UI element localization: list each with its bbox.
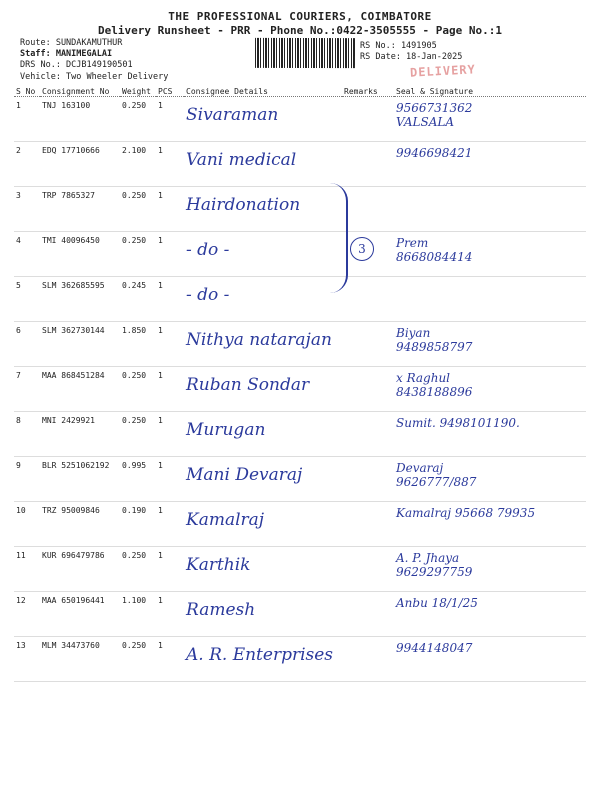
row-weight: 0.250 <box>120 232 156 277</box>
signature-phone: 9629297759 <box>396 565 473 579</box>
row-pcs: 1 <box>156 547 184 592</box>
row-weight: 0.250 <box>120 97 156 142</box>
row-consignment: EDQ 17710666 <box>40 142 120 187</box>
row-signature <box>394 637 586 682</box>
row-pcs: 1 <box>156 232 184 277</box>
row-consignment: MLM 34473760 <box>40 637 120 682</box>
row-sno: 4 <box>14 232 40 277</box>
col-weight: Weight <box>120 86 156 97</box>
signature-text: x Raghul <box>396 371 451 385</box>
row-weight: 2.100 <box>120 142 156 187</box>
row-consignment: MAA 650196441 <box>40 592 120 637</box>
row-consignee: - do - <box>184 277 342 322</box>
row-consignee: Hairdonation <box>184 187 342 232</box>
row-pcs: 1 <box>156 277 184 322</box>
row-remarks <box>342 637 394 682</box>
row-remarks <box>342 97 394 142</box>
signature-text: Sumit. 9498101190. <box>396 416 520 430</box>
row-weight: 0.250 <box>120 412 156 457</box>
row-pcs: 1 <box>156 412 184 457</box>
row-remarks <box>342 277 394 322</box>
col-pcs: PCS <box>156 86 184 97</box>
row-consignment: MNI 2429921 <box>40 412 120 457</box>
col-consignee: Consignee Details <box>184 86 342 97</box>
row-signature <box>394 322 586 367</box>
table-row <box>14 142 586 187</box>
signature-text: Devaraj <box>396 461 444 475</box>
row-sno: 11 <box>14 547 40 592</box>
rs-number: RS No.: 1491905 <box>360 41 437 51</box>
row-signature <box>394 412 586 457</box>
row-consignee: Sivaraman <box>184 97 342 142</box>
row-consignee: - do - <box>184 232 342 277</box>
signature-text: Anbu 18/1/25 <box>396 596 478 610</box>
row-weight: 1.100 <box>120 592 156 637</box>
row-consignment: KUR 696479786 <box>40 547 120 592</box>
signature-phone: 9946698421 <box>396 146 473 160</box>
table-row <box>14 97 586 142</box>
runsheet-table <box>14 86 586 682</box>
row-signature <box>394 142 586 187</box>
row-pcs: 1 <box>156 457 184 502</box>
row-pcs: 1 <box>156 142 184 187</box>
row-weight: 1.850 <box>120 322 156 367</box>
row-consignment: SLM 362685595 <box>40 277 120 322</box>
row-consignee: Nithya natarajan <box>184 322 342 367</box>
col-consignment: Consignment No <box>40 86 120 97</box>
row-signature <box>394 97 586 142</box>
row-consignment: BLR 5251062192 <box>40 457 120 502</box>
table-header-row <box>14 86 586 97</box>
table-row <box>14 412 586 457</box>
signature-phone: 8438188896 <box>396 385 473 399</box>
row-weight: 0.250 <box>120 187 156 232</box>
table-row <box>14 367 586 412</box>
barcode <box>255 38 355 68</box>
row-consignee: Ruban Sondar <box>184 367 342 412</box>
row-pcs: 1 <box>156 97 184 142</box>
bracket-rows-3-5 <box>330 183 348 293</box>
signature-phone: VALSALA <box>396 115 455 129</box>
row-weight: 0.250 <box>120 547 156 592</box>
row-consignment: TRZ 95009846 <box>40 502 120 547</box>
row-sno: 9 <box>14 457 40 502</box>
row-signature <box>394 592 586 637</box>
row-consignee: Mani Devaraj <box>184 457 342 502</box>
signature-phone: 9626777/887 <box>396 475 477 489</box>
row-sno: 5 <box>14 277 40 322</box>
row-sno: 8 <box>14 412 40 457</box>
row-sno: 3 <box>14 187 40 232</box>
row-signature <box>394 502 586 547</box>
row-signature <box>394 187 586 232</box>
row-remarks <box>342 592 394 637</box>
rs-date: RS Date: 18-Jan-2025 <box>360 52 463 62</box>
signature-phone: 9489858797 <box>396 340 473 354</box>
signature-text: Kamalraj 95668 79935 <box>396 506 536 520</box>
row-sno: 12 <box>14 592 40 637</box>
row-pcs: 1 <box>156 322 184 367</box>
col-sno: S No <box>14 86 40 97</box>
row-remarks <box>342 547 394 592</box>
row-remarks <box>342 457 394 502</box>
runsheet-subtitle: Delivery Runsheet - PRR - Phone No.:0422-3505555 - Page No.:1 <box>98 24 502 37</box>
company-title: THE PROFESSIONAL COURIERS, COIMBATORE <box>168 10 432 23</box>
row-remarks <box>342 322 394 367</box>
table-row <box>14 502 586 547</box>
signature-phone: 9944148047 <box>396 641 473 655</box>
row-sno: 2 <box>14 142 40 187</box>
row-signature <box>394 457 586 502</box>
vehicle-label: Vehicle: Two Wheeler Delivery <box>20 72 169 82</box>
row-sno: 13 <box>14 637 40 682</box>
row-remarks <box>342 412 394 457</box>
delivery-stamp: DELIVERY <box>409 62 477 80</box>
row-weight: 0.995 <box>120 457 156 502</box>
drs-number: DRS No.: DCJB149190501 <box>20 60 133 70</box>
table-row <box>14 457 586 502</box>
row-pcs: 1 <box>156 502 184 547</box>
row-sno: 7 <box>14 367 40 412</box>
signature-text: Biyan <box>396 326 431 340</box>
row-weight: 0.250 <box>120 367 156 412</box>
table-row <box>14 547 586 592</box>
table-row <box>14 322 586 367</box>
row-remarks <box>342 187 394 232</box>
row-weight: 0.245 <box>120 277 156 322</box>
table-row <box>14 187 586 232</box>
row-remarks <box>342 502 394 547</box>
row-weight: 0.190 <box>120 502 156 547</box>
row-sno: 10 <box>14 502 40 547</box>
row-consignment: TMI 40096450 <box>40 232 120 277</box>
table-row <box>14 637 586 682</box>
row-signature <box>394 277 586 322</box>
row-pcs: 1 <box>156 367 184 412</box>
col-seal-signature: Seal & Signature <box>394 86 586 97</box>
row-sno: 1 <box>14 97 40 142</box>
row-consignment: SLM 362730144 <box>40 322 120 367</box>
col-remarks: Remarks <box>342 86 394 97</box>
row-signature <box>394 367 586 412</box>
row-pcs: 1 <box>156 187 184 232</box>
table-row <box>14 592 586 637</box>
row-pcs: 1 <box>156 637 184 682</box>
row-consignment: TRP 7865327 <box>40 187 120 232</box>
row-consignee: Vani medical <box>184 142 342 187</box>
table-row <box>14 232 586 277</box>
row-signature <box>394 547 586 592</box>
row-weight: 0.250 <box>120 637 156 682</box>
row-remarks <box>342 367 394 412</box>
row-consignee: A. R. Enterprises <box>184 637 342 682</box>
row-sno: 6 <box>14 322 40 367</box>
row-consignment: MAA 868451284 <box>40 367 120 412</box>
row-consignee: Murugan <box>184 412 342 457</box>
row-consignee: Karthik <box>184 547 342 592</box>
signature-text: Prem <box>396 236 429 250</box>
row-pcs: 1 <box>156 592 184 637</box>
row-signature <box>394 232 586 277</box>
signature-text: A. P. Jhaya <box>396 551 460 565</box>
bracket-count: 3 <box>350 237 374 261</box>
row-consignment: TNJ 163100 <box>40 97 120 142</box>
signature-text: 9566731362 <box>396 101 473 115</box>
route-label: Route: SUNDAKAMUTHUR <box>20 38 123 48</box>
signature-phone: 8668084414 <box>396 250 473 264</box>
table-row <box>14 277 586 322</box>
row-remarks <box>342 142 394 187</box>
row-consignee: Ramesh <box>184 592 342 637</box>
staff-label: Staff: MANIMEGALAI <box>20 49 113 59</box>
row-consignee: Kamalraj <box>184 502 342 547</box>
